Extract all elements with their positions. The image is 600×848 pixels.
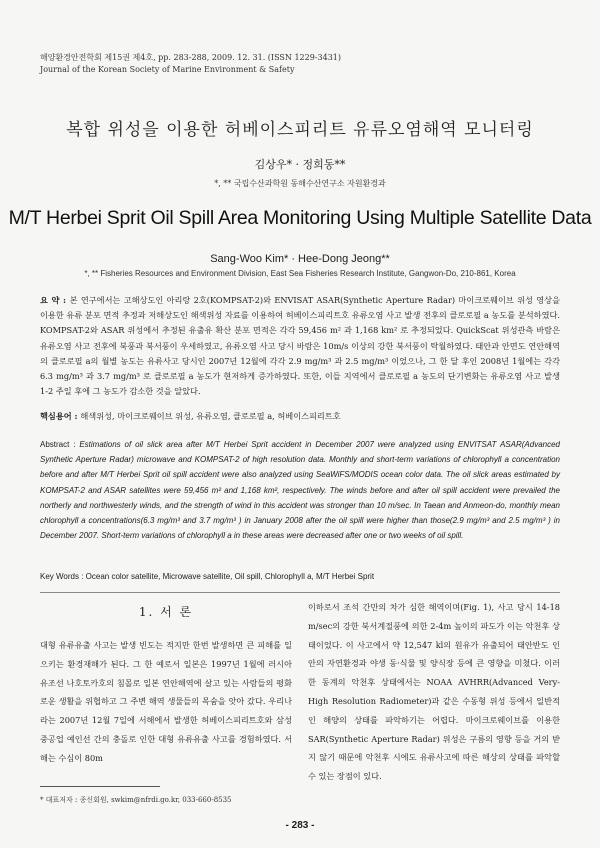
korean-abstract: [40, 293, 560, 399]
page-number: - 283 -: [285, 820, 315, 831]
journal-header: [40, 52, 341, 76]
footnote-divider: [40, 786, 160, 787]
journal-name: Journal of the Korean Society of Marine Environment & Safety: [40, 65, 295, 74]
english-keywords: [40, 572, 374, 581]
corresponding-author-footnote: * 대표저자 : 종신회원, swkim@nfrdi.go.kr, 033-660-8535: [40, 796, 232, 804]
english-keywords-label: Key Words :: [40, 572, 86, 581]
english-authors: Sang-Woo Kim* · Hee-Dong Jeong**: [210, 253, 390, 265]
english-keywords-text: Ocean color satellite, Microwave satellite, Oil spill, Chlorophyll a, M/T Herbei Sprit: [85, 572, 375, 581]
english-title: M/T Herbei Sprit Oil Spill Area Monitoring Using Multiple Satellite Data: [8, 207, 592, 229]
section-divider: [40, 592, 560, 593]
introduction-right-column: 이하로서 조석 간만의 차가 심한 해역이며(Fig. 1), 사고 당시 14-18 m/sec의 강한 북서계절풍에 의한 2-4m 높이의 파도가 이는 악천후 상태이었다. 이 사고에서 약 12,547 kl의 원유가 유출되어 태안반도 인안의 자연환경과 야생 동·식물 및 양식장 등에 큰 영향을 미쳤다. 이러한 동계의 악천후 상태에서는 NOAA AVHRR(Advanced Very-High Resolution Radiometer)과 같은 수동형 위성 등에서 일반적인 해양의 상태를 파악하기는 어렵다. 마이크로웨이브를 이용한 SAR(Synthetic Aperture Radar) 위성은 구름의 영향 등을 거의 받지 않기 때문에 악천후 시에도 유류사고에 따른 해상의 상태를 파악할 수 있는 장점이 있다.: [308, 602, 560, 782]
korean-title: 복합 위성을 이용한 허베이스피리트 유류오염해역 모니터링: [66, 120, 534, 140]
section-heading-introduction: 1. 서 론: [138, 605, 194, 619]
english-abstract: [40, 437, 560, 543]
korean-keywords-text: 해색위성, 마이크로웨이브 위성, 유류오염, 클로로필 a, 허베이스피리트호: [80, 411, 341, 421]
korean-keywords: [40, 411, 341, 422]
korean-authors: 김상우* · 정희동**: [254, 158, 346, 171]
introduction-left-column: 대형 유류유출 사고는 발생 빈도는 적지만 한번 발생하면 큰 피해를 일으키는 환경재해가 된다. 그 한 예로서 일본은 1997년 1월에 러시아 유조선 나호토카호의 침몰로 일본 연안해역에 살고 있는 사람들의 평화로운 생활을 위협하고 그 주변 해역 생물들의 목숨을 앗아 갔다. 우리나라는 2007년 12월 7일에 서해에서 발생한 허베이스피리트호와 삼성중공업 예인선 간의 충돌로 인한 대형 유류유출 사고를 경험하였다. 서해는 수심이 80m: [40, 640, 292, 763]
journal-citation: 해양환경안전학회 제15권 제4호, pp. 283-288, 2009. 12. 31. (ISSN 1229-3431): [40, 53, 341, 62]
korean-abstract-text: 본 연구에서는 고해상도인 아리랑 2호(KOMPSAT-2)와 ENVISAT ASAR(Synthetic Aperture Radar) 마이크로웨이브 위성 영상을 이용한 유류 분포 면적 추정과 저해상도인 해색위성 자료를 이용하여 허베이스피리트호 유류오염 사고 발생 전후의 클로로필 a 농도를 분석하였다. KOMPSAT-2와 ASAR 위성에서 추정된 유출유 확산 분포 면적은 각각 59,456 m² 과 1,168 km² 로 추정되었다. QuickScat 위성관측 바람은 유류오염 사고 전후에 북풍과 북서풍이 우세하였고, 유류오염 사고 당시 바람은 10m/s 이상의 강한 북서풍이 탁월하였다. 태안과 안면도 연안해역의 클로로필 a의 월별 농도는 유류사고 당시인 2007년 12월에 각각 2.9 mg/m³ 과 2.5 mg/m³ 이었으나, 그 한 달 후인 2008년 1월에는 각각 6.3 mg/m³ 과 3.7 mg/m³ 로 클로로필 a 농도가 현저하게 증가하였다. 또한, 이들 지역에서 클로로필 a 농도의 단기변화는 유류오염 사고 발생 1-2 주일 후에 그 농도가 감소한 것을 알았다.: [40, 295, 560, 397]
korean-keywords-label: 핵심용어 :: [40, 411, 81, 421]
korean-affiliation: *, ** 국립수산과학원 동해수산연구소 자원환경과: [214, 179, 386, 188]
english-abstract-label: Abstract :: [40, 440, 80, 449]
korean-abstract-label: 요 약 :: [40, 295, 70, 305]
english-abstract-text: Estimations of oil slick area after M/T Herbei Sprit accident in December 2007 were analyzed using ENVITSAT ASAR(Advanced Synthetic Aperture Radar) microwave and KOMPSAT-2 of high resolution data. Monthly and short-term variations of chlorophyll a concentration before and after M/T Herbei Sprit oil spill accident were also analyzed using SeaWiFS/MODIS ocean color data. The oil slick areas estimated by KOMPSAT-2 and ASAR satellites were 59,456 m² and 1,168 km², respectively. The winds before and after oil spill accident were prevailed the northerly and northwesterly winds, and the strength of wind in this accident was stronger than 10 m/sec. In Taean and Anmeon-do, monthly mean chlorophyll a concentrations(6.3 mg/m³ and 3.7 mg/m³ ) in January 2008 after the oil spill were higher than those(2.9 mg/m³ and 2.5 mg/m³ ) in December 2007. Short-term variations of chlorophyll a in these areas were decreased after one or two weeks of oil spill.: [40, 440, 560, 541]
english-affiliation: *, ** Fisheries Resources and Environment Division, East Sea Fisheries Research Institute, Gangwon-Do, 210-861, Korea: [84, 269, 516, 278]
